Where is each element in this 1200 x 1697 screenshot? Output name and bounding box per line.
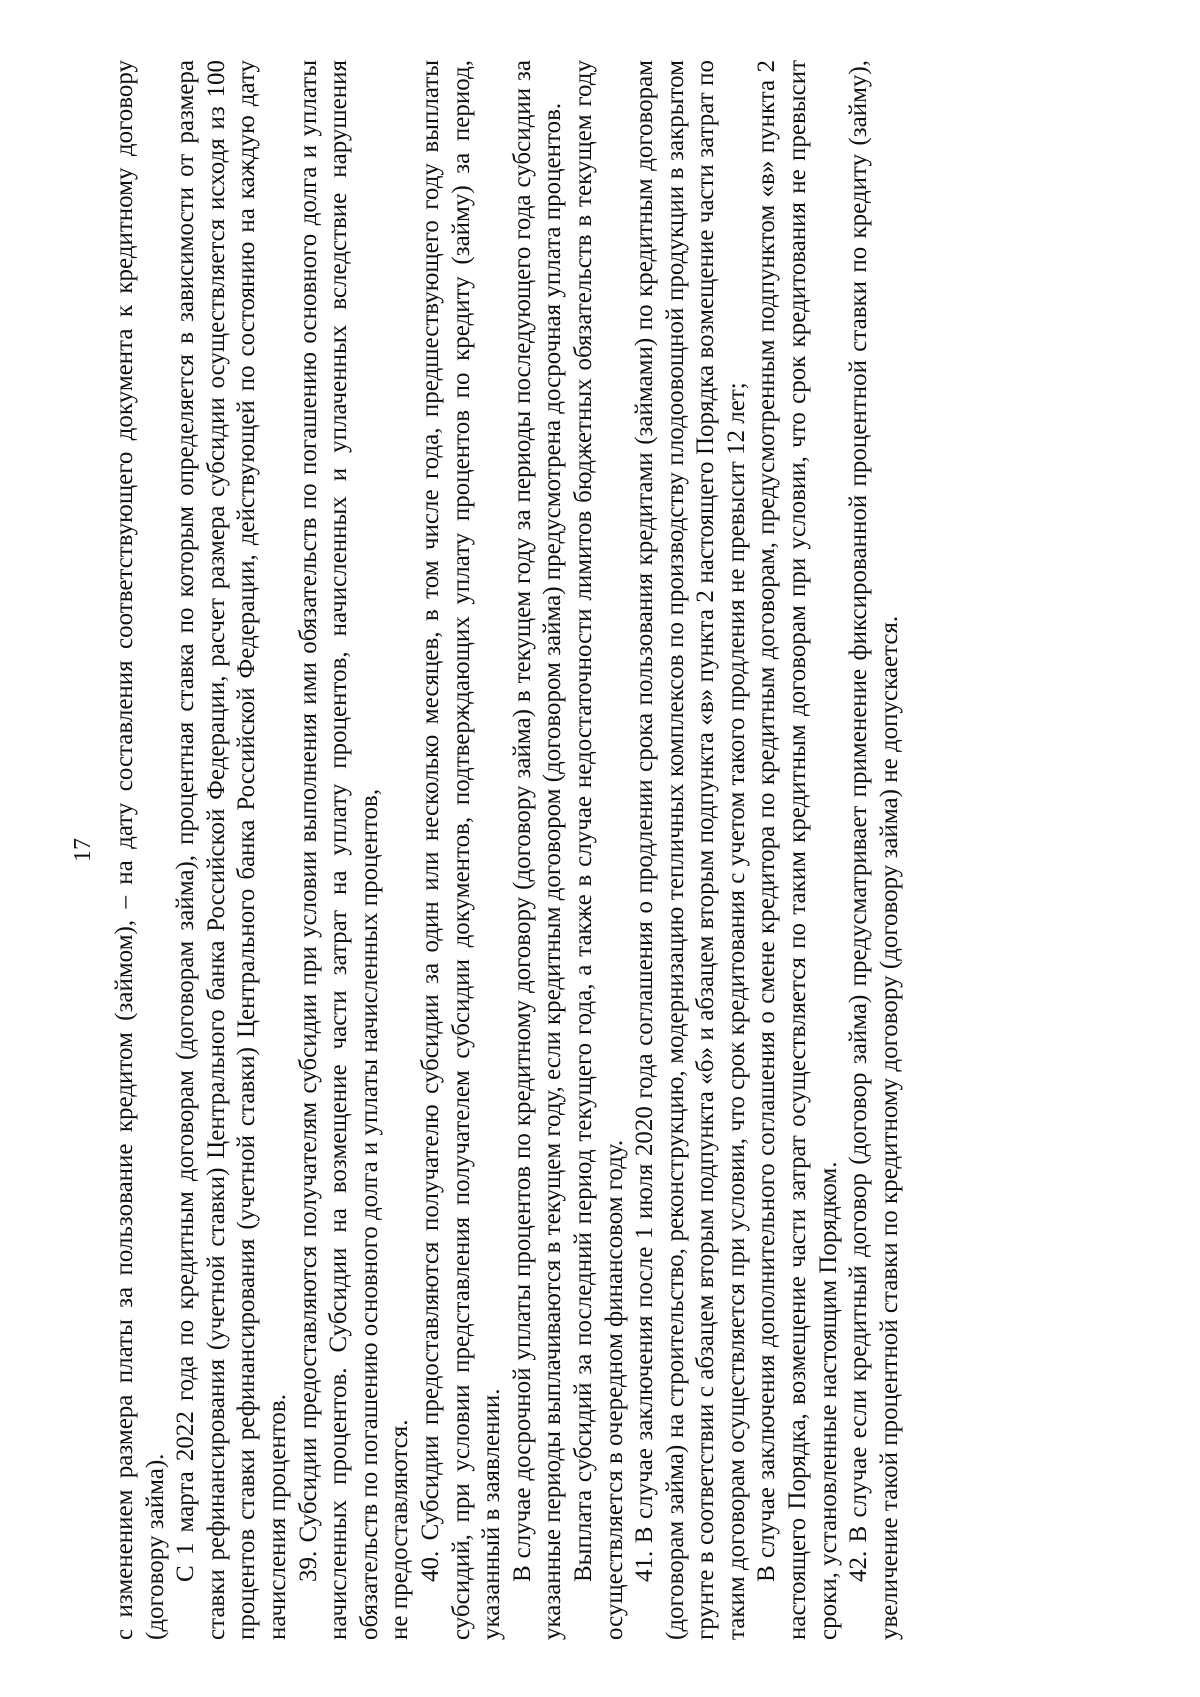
paragraph: В случае досрочной уплаты процентов по кредитному договору (договору займа) в текущем году за периоды последующего года субсидии за указанные периоды выплачиваются в текущем году, если кредитным договором (договором займа) предусмотрена досрочная уплата процентов.	[508, 60, 567, 1640]
paragraph: В случае заключения дополнительного соглашения о смене кредитора по кредитным договорам, предусмотренным подпунктом «в» пункта 2 настоящего Порядка, возмещение части затрат осуществляется по таким кредитным договорам при условии, что срок кредитования не превысит сроки, установленные настоящим Порядком.	[753, 60, 842, 1640]
paragraph-40: 40. Субсидии предоставляются получателю субсидии за один или несколько месяцев, в том числе года, предшествующего году выплаты субсидий, при условии представления получателем субсидии документов, подтверждающих уплату процентов по кредиту (займу) за период, указанный в заявлении.	[416, 60, 506, 1640]
paragraph-41: 41. В случае заключения после 1 июля 2020 года соглашения о продлении срока пользования кредитами (займами) по кредитным договорам (договорам займа) на строительство, реконструкцию, модернизацию тепличных комплексов по производству плодоовощной продукции в закрытом грунте в соответствии с абзацем вторым подпункта «б» и абзацем вторым подпункта «в» пункта 2 настоящего Порядка возмещение части затрат по таким договорам осуществляется при условии, что срок кредитования с учетом такого продления не превысит 12 лет;	[631, 60, 750, 1640]
paragraph: Выплата субсидий за последний период текущего года, а также в случае недостаточности лимитов бюджетных обязательств в текущем году осуществляется в очередном финансовом году.	[569, 60, 628, 1640]
paragraph-42: 42. В случае если кредитный договор (договор займа) предусматривает применение фиксированной процентной ставки по кредиту (займу), увеличение такой процентной ставки по кредитному договору (договору займа) не допускается.	[845, 60, 903, 1640]
rotated-text-block	[70, 60, 1030, 1640]
page-number: 17	[70, 838, 96, 862]
document-body	[110, 60, 1030, 1640]
paragraph: с изменением размера платы за пользование кредитом (займом), – на дату составления соответствующего документа к кредитному договору (договору займа).	[111, 60, 169, 1640]
paragraph: не предоставляются.	[386, 1419, 414, 1640]
paragraph: С 1 марта 2022 года по кредитным договорам (договорам займа), процентная ставка по которым определяется в зависимости от размера ставки рефинансирования (учетной ставки) Центрального банка Российской Федерации, расчет размера субсидии осуществляется исходя из 100 процентов ставки рефинансирования (учетной ставки) Центрального банка Российской Федерации, действующей по состоянию на каждую дату начисления процентов.	[172, 60, 291, 1640]
paragraph-39: 39. Субсидии предоставляются получателям субсидии при условии выполнения ими обязательств по погашению основного долга и уплаты начисленных процентов. Субсидии на возмещение части затрат на уплату процентов, начисленных и уплаченных вследствие нарушения обязательств по погашению основного долга и уплаты начисленных процентов,	[294, 60, 383, 1640]
